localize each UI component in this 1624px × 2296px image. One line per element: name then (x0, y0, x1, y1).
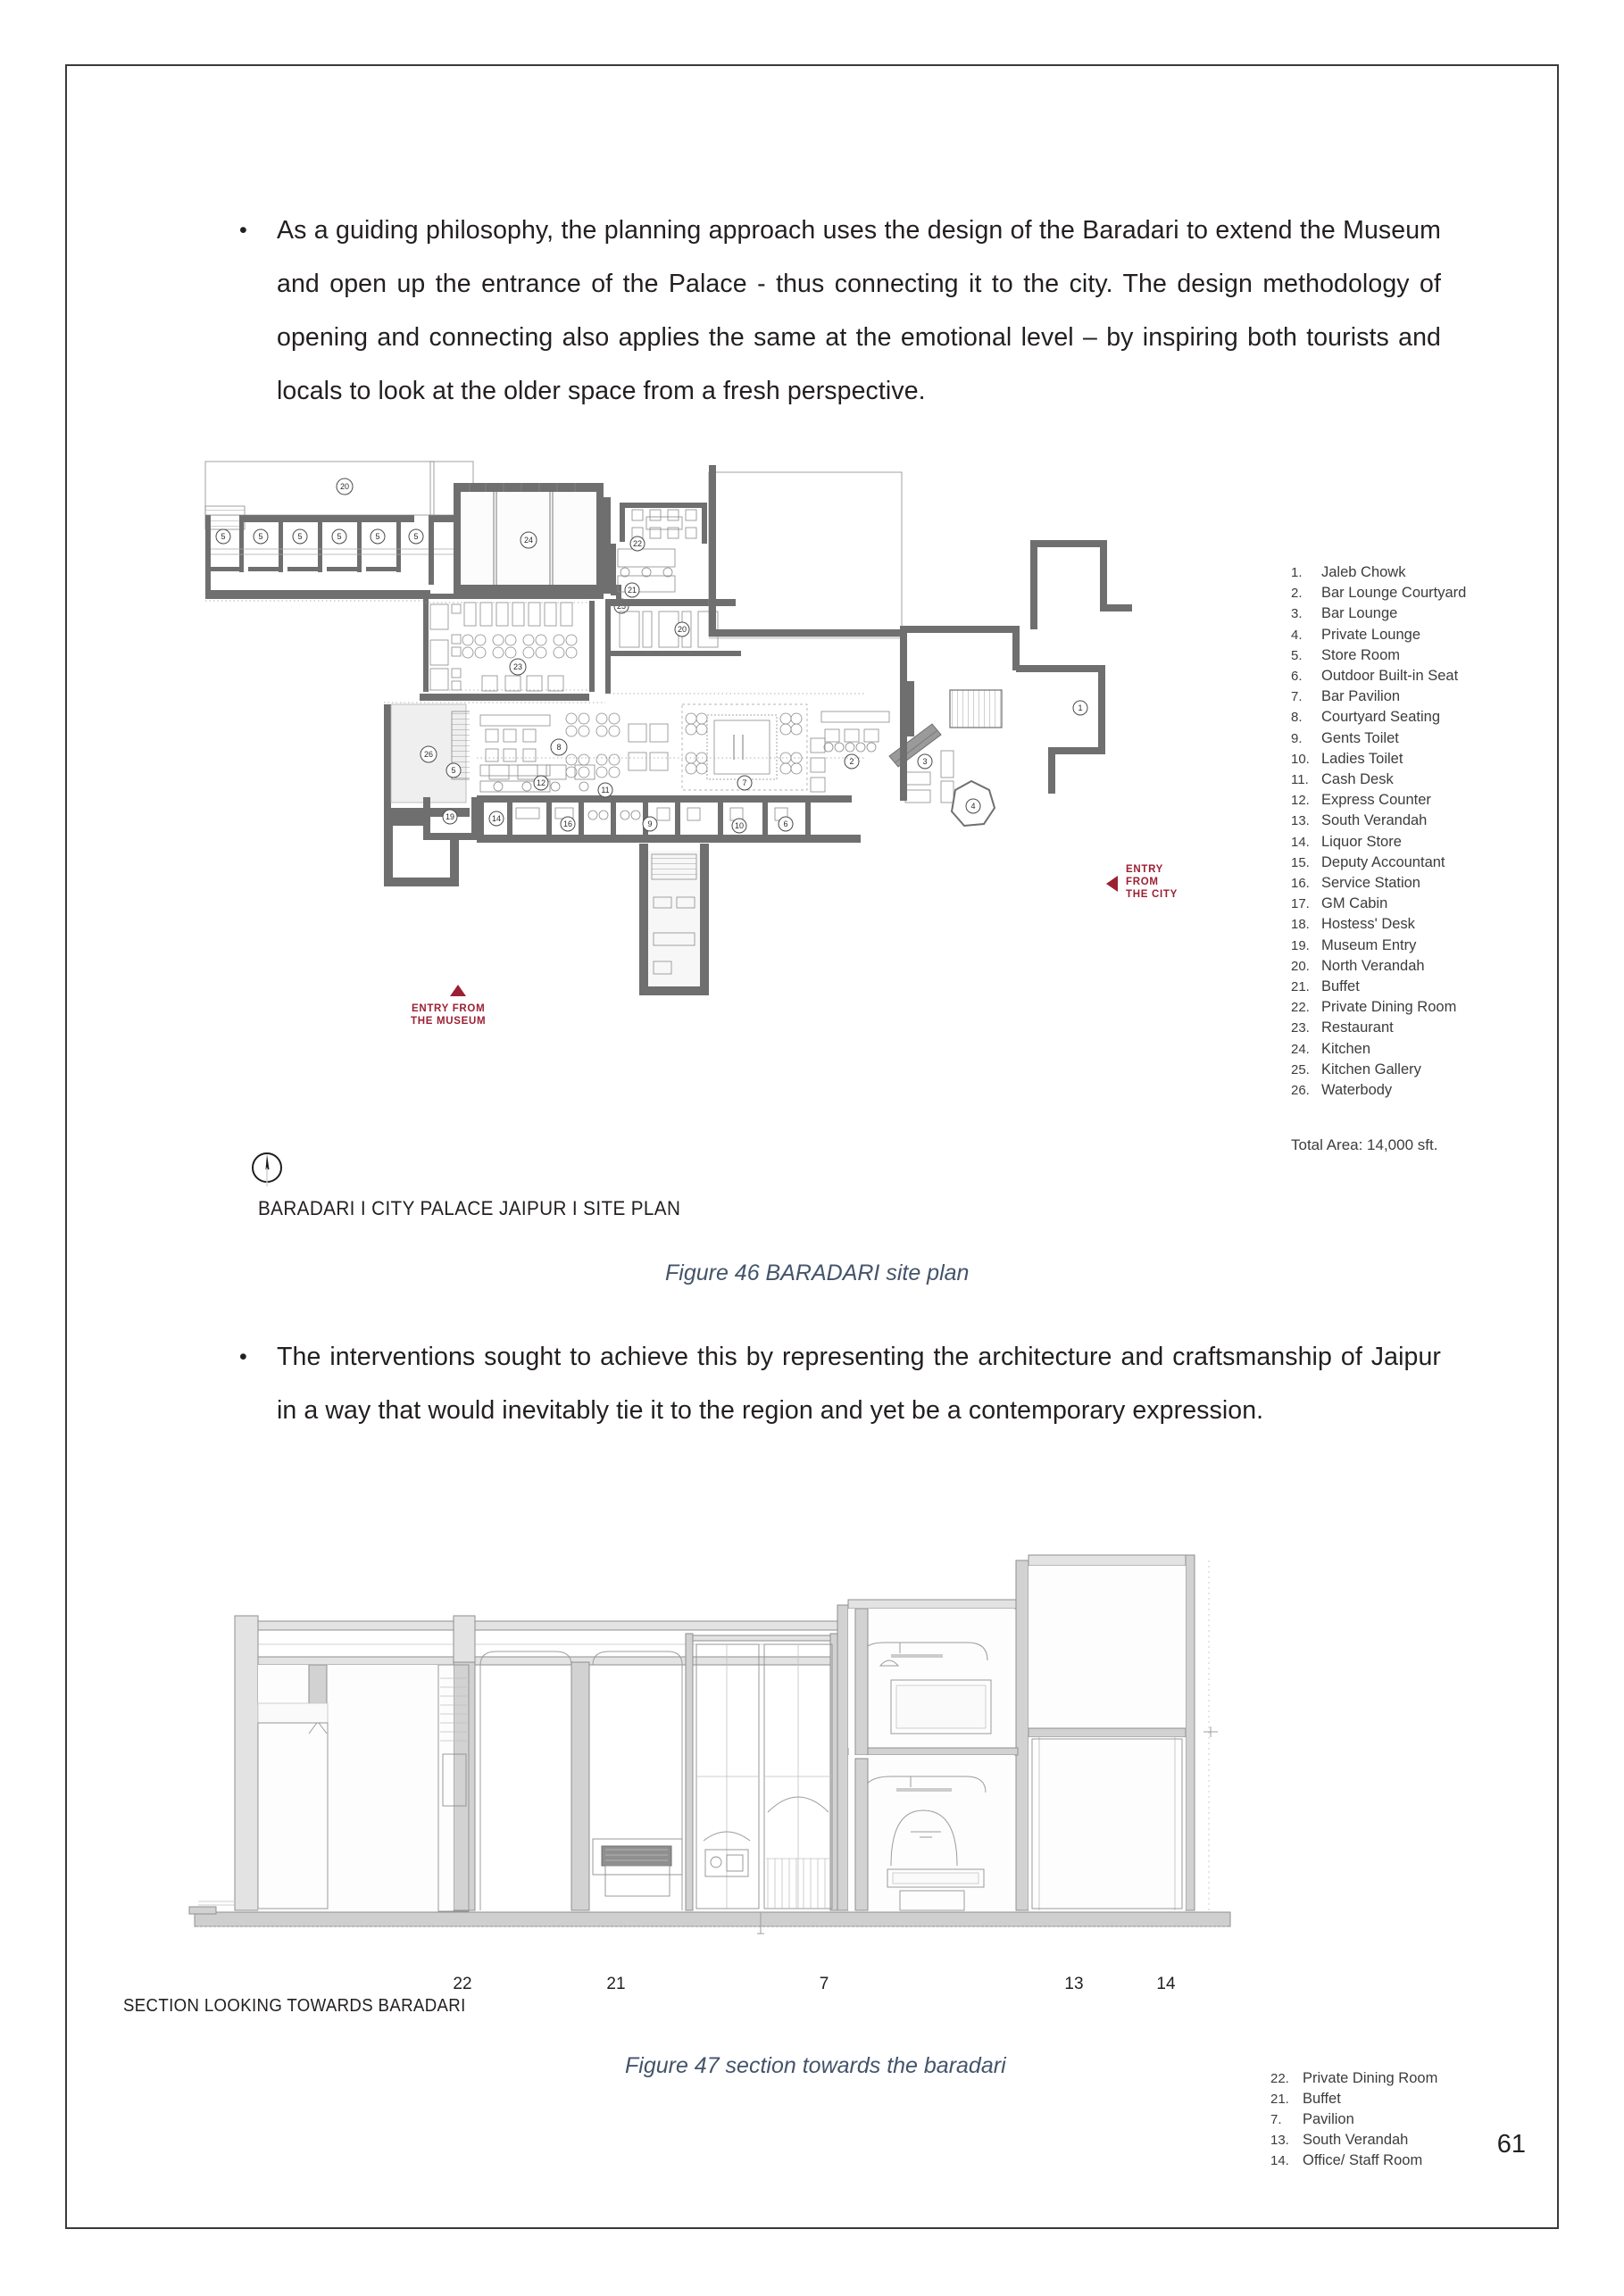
legend-label: Bar Pavilion (1321, 688, 1401, 705)
entry-from-museum-annotation (411, 1002, 486, 1027)
legend-label: Private Lounge (1321, 626, 1420, 643)
site-plan-legend-row (1291, 832, 1541, 853)
legend-label: Buffet (1321, 978, 1360, 995)
entry-museum-line2: THE MUSEUM (411, 1016, 487, 1027)
section-legend-row (1270, 2068, 1538, 2089)
legend-number: 22. (1270, 2071, 1289, 2086)
site-plan-legend-row (1291, 914, 1541, 935)
site-plan-legend-row (1291, 977, 1541, 997)
legend-number: 14. (1291, 834, 1310, 850)
svg-text:9: 9 (647, 819, 653, 828)
svg-text:5: 5 (375, 532, 380, 541)
legend-number: 26. (1291, 1083, 1310, 1099)
svg-text:1: 1 (1078, 703, 1083, 712)
section-drawing-title: SECTION LOOKING TOWARDS BARADARI (123, 1996, 466, 2016)
legend-number: 22. (1291, 1000, 1310, 1016)
section-reference-number: 22 (453, 1975, 472, 1993)
legend-label: Ladies Toilet (1321, 750, 1403, 767)
section-legend-row (1270, 2109, 1538, 2130)
site-plan-legend-row (1291, 666, 1541, 686)
svg-text:5: 5 (337, 532, 342, 541)
svg-text:5: 5 (258, 532, 263, 541)
svg-text:24: 24 (523, 536, 534, 545)
svg-text:8: 8 (556, 743, 562, 752)
legend-number: 21. (1291, 979, 1310, 995)
site-plan-legend (1291, 562, 1541, 1101)
svg-text:5: 5 (297, 532, 303, 541)
svg-text:3: 3 (922, 757, 928, 766)
legend-number: 13. (1270, 2133, 1289, 2148)
legend-label: North Verandah (1321, 957, 1425, 974)
svg-text:19: 19 (445, 812, 455, 821)
site-plan-legend-row (1291, 625, 1541, 645)
legend-number: 8. (1291, 710, 1303, 726)
svg-text:10: 10 (734, 821, 745, 830)
site-plan-legend-row (1291, 997, 1541, 1018)
legend-label: Museum Entry (1321, 936, 1417, 953)
legend-label: Deputy Accountant (1321, 853, 1445, 870)
legend-number: 14. (1270, 2153, 1289, 2168)
legend-label: Liquor Store (1321, 833, 1402, 850)
site-plan-legend-row (1291, 728, 1541, 749)
svg-text:2: 2 (849, 757, 854, 766)
legend-number: 20. (1291, 958, 1310, 974)
site-plan-legend-row (1291, 562, 1541, 583)
svg-text:5: 5 (413, 532, 419, 541)
site-plan-total-area: Total Area: 14,000 sft. (1291, 1136, 1438, 1153)
legend-label: Jaleb Chowk (1321, 564, 1406, 580)
site-plan-legend-row (1291, 811, 1541, 831)
site-plan-legend-row (1291, 790, 1541, 811)
legend-label: South Verandah (1303, 2132, 1409, 2148)
entry-city-line3: THE CITY (1126, 889, 1178, 900)
legend-number: 10. (1291, 751, 1310, 767)
svg-text:11: 11 (601, 786, 610, 794)
entry-from-city-annotation (1126, 863, 1178, 901)
legend-number: 24. (1291, 1041, 1310, 1057)
legend-number: 7. (1270, 2112, 1282, 2127)
bullet-paragraph-1 (227, 204, 1441, 418)
legend-label: Service Station (1321, 875, 1420, 892)
site-plan-legend-row (1291, 1080, 1541, 1101)
legend-label: Private Dining Room (1303, 2070, 1438, 2086)
entry-museum-line1: ENTRY FROM (411, 1003, 486, 1014)
bullet-paragraph-2 (227, 1330, 1441, 1437)
svg-text:21: 21 (627, 586, 637, 595)
legend-number: 7. (1291, 689, 1303, 705)
entry-city-line2: FROM (1126, 877, 1159, 887)
site-plan-legend-row (1291, 1060, 1541, 1080)
legend-number: 25. (1291, 1061, 1310, 1077)
legend-number: 11. (1291, 772, 1309, 788)
legend-number: 12. (1291, 793, 1310, 809)
site-plan-legend-row (1291, 936, 1541, 956)
legend-label: Private Dining Room (1321, 999, 1457, 1016)
svg-text:16: 16 (562, 819, 573, 828)
legend-label: Restaurant (1321, 1019, 1394, 1036)
svg-text:20: 20 (677, 625, 687, 634)
site-plan-legend-row (1291, 873, 1541, 894)
svg-text:4: 4 (970, 802, 976, 811)
north-arrow-icon (250, 1151, 286, 1190)
site-plan-legend-row (1291, 1018, 1541, 1038)
site-plan-legend-row (1291, 686, 1541, 707)
site-plan-legend-row (1291, 894, 1541, 914)
section-reference-number: 14 (1156, 1975, 1176, 1993)
section-legend-row (1270, 2089, 1538, 2109)
site-plan-drawing-title: BARADARI I CITY PALACE JAIPUR I SITE PLAN (258, 1197, 681, 1219)
legend-number: 3. (1291, 606, 1303, 622)
legend-label: Outdoor Built-in Seat (1321, 668, 1459, 685)
legend-label: Store Room (1321, 646, 1401, 663)
svg-text:5: 5 (221, 532, 226, 541)
paragraph-1-text: As a guiding philosophy, the planning approach uses the design of the Baradari to extend the Museum and open up the entrance of the Palace - thus connecting it to the city. The design methodology of opening and connecting also applies the same at the emotional level – by inspiring both tourists and locals to look at the older space from a fresh perspective. (277, 216, 1441, 405)
legend-number: 16. (1291, 876, 1310, 892)
figure-46-caption: Figure 46 BARADARI site plan (665, 1260, 970, 1285)
site-plan-legend-row (1291, 583, 1541, 603)
legend-label: South Verandah (1321, 812, 1428, 829)
figure-46-site-plan (186, 451, 1552, 1236)
site-plan-legend-row (1291, 853, 1541, 873)
legend-label: Express Counter (1321, 792, 1431, 809)
svg-text:26: 26 (423, 750, 434, 759)
site-plan-legend-row (1291, 603, 1541, 624)
site-plan-legend-row (1291, 749, 1541, 769)
paragraph-2-text: The interventions sought to achieve this by representing the architecture and craftsmanship of Jaipur in a way that would inevitably tie it to the region and yet be a contemporary expression. (277, 1343, 1441, 1425)
site-plan-legend-row (1291, 1039, 1541, 1060)
legend-label: Pavilion (1303, 2111, 1354, 2127)
legend-label: GM Cabin (1321, 895, 1388, 912)
legend-label: Cash Desk (1321, 771, 1394, 788)
site-plan-drawing (186, 451, 1257, 1102)
legend-label: Hostess' Desk (1321, 916, 1415, 933)
svg-text:20: 20 (339, 482, 350, 491)
bullet-marker: • (239, 1344, 247, 1369)
entry-museum-arrow-icon (450, 985, 466, 996)
legend-number: 2. (1291, 586, 1303, 602)
site-plan-legend-row (1291, 956, 1541, 977)
legend-number: 5. (1291, 647, 1303, 663)
bullet-marker: • (239, 218, 247, 243)
legend-number: 17. (1291, 896, 1310, 912)
legend-number: 9. (1291, 730, 1303, 746)
site-plan-legend-row (1291, 707, 1541, 728)
svg-text:23: 23 (512, 662, 523, 671)
legend-number: 18. (1291, 917, 1310, 933)
legend-label: Waterbody (1321, 1082, 1393, 1099)
legend-number: 13. (1291, 813, 1310, 829)
legend-number: 23. (1291, 1020, 1310, 1036)
page-number: 61 (1496, 2130, 1526, 2159)
legend-label: Kitchen (1321, 1040, 1371, 1057)
site-plan-legend-row (1291, 769, 1541, 790)
svg-text:12: 12 (536, 778, 546, 787)
legend-label: Office/ Staff Room (1303, 2152, 1423, 2168)
legend-number: 4. (1291, 627, 1303, 643)
section-reference-number: 7 (819, 1975, 829, 1993)
entry-city-arrow-icon (1106, 876, 1118, 892)
legend-number: 6. (1291, 669, 1303, 685)
svg-text:14: 14 (491, 814, 502, 823)
legend-label: Gents Toilet (1321, 729, 1399, 746)
legend-number: 19. (1291, 937, 1310, 953)
entry-city-line1: ENTRY (1126, 864, 1164, 875)
svg-text:7: 7 (742, 778, 747, 787)
section-drawing (186, 1509, 1239, 1982)
legend-label: Courtyard Seating (1321, 709, 1440, 726)
legend-label: Buffet (1303, 2091, 1341, 2107)
site-plan-legend-row (1291, 645, 1541, 666)
legend-label: Kitchen Gallery (1321, 1061, 1421, 1077)
legend-number: 1. (1291, 565, 1303, 580)
legend-number: 15. (1291, 854, 1310, 870)
svg-text:5: 5 (451, 766, 456, 775)
svg-text:6: 6 (783, 819, 788, 828)
svg-text:22: 22 (632, 539, 643, 548)
legend-number: 21. (1270, 2092, 1289, 2107)
section-reference-number: 21 (606, 1975, 626, 1993)
legend-label: Bar Lounge Courtyard (1321, 585, 1467, 602)
legend-label: Bar Lounge (1321, 605, 1398, 622)
section-reference-number: 13 (1064, 1975, 1084, 1993)
figure-47-caption: Figure 47 section towards the baradari (625, 2053, 1006, 2078)
